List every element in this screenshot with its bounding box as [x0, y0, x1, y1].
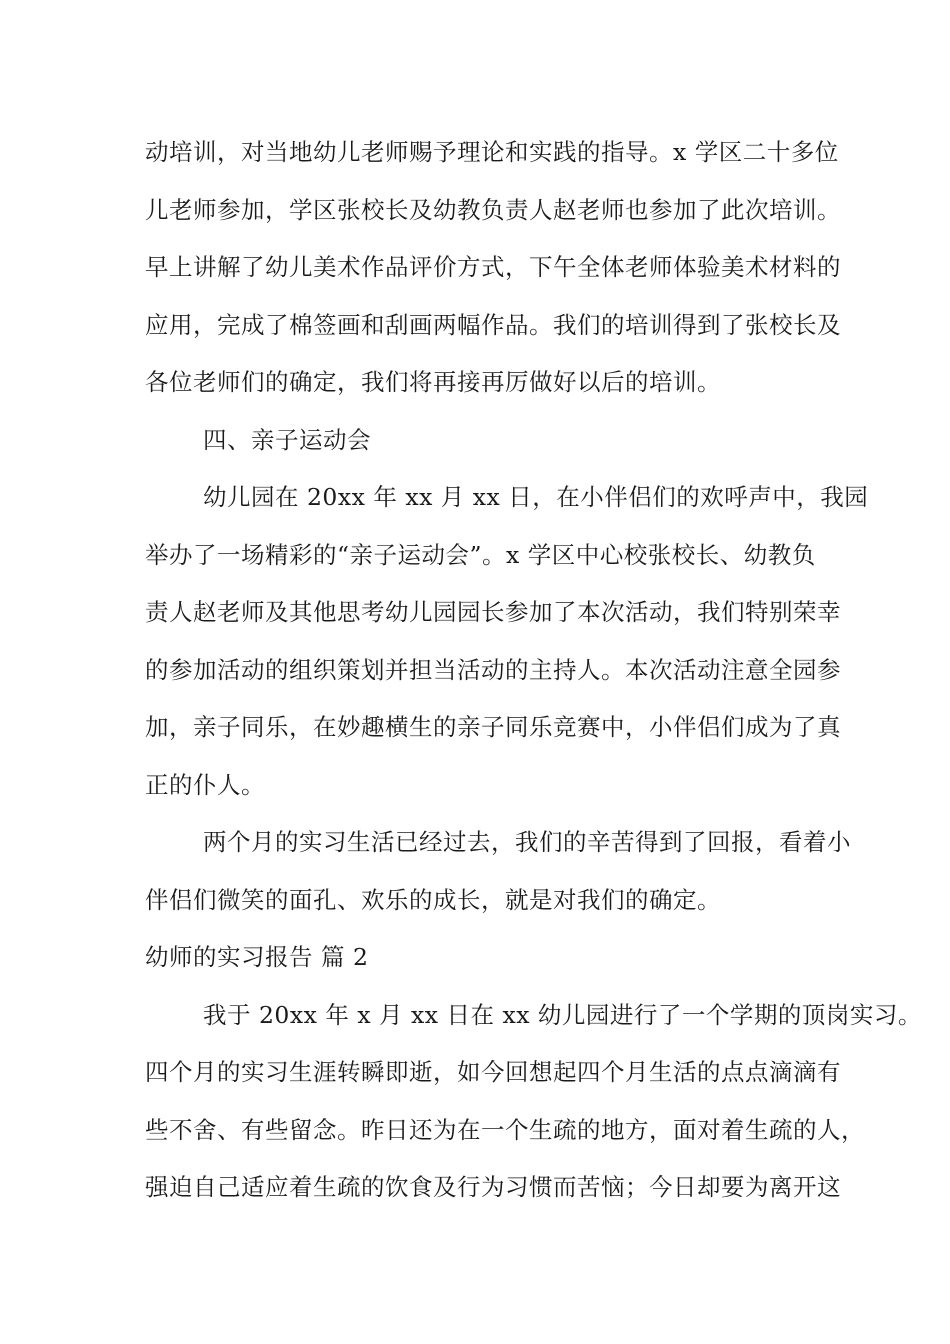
body-text-line: 我于 20xx 年 x 月 xx 日在 xx 幼儿园进行了一个学期的顶岗实习。	[203, 1001, 922, 1029]
body-text-line: 强迫自己适应着生疏的饮食及行为习惯而苦恼；今日却要为离开这	[145, 1173, 841, 1201]
report-title: 幼师的实习报告 篇 2	[145, 943, 369, 971]
body-text-line: 各位老师们的确定，我们将再接再厉做好以后的培训。	[145, 368, 721, 396]
body-text-line: 举办了一场精彩的“亲子运动会”。x 学区中心校张校长、幼教负	[145, 541, 816, 569]
body-text-line: 儿老师参加，学区张校长及幼教负责人赵老师也参加了此次培训。	[145, 196, 841, 224]
body-text-line: 动培训，对当地幼儿老师赐予理论和实践的指导。x 学区二十多位	[145, 138, 839, 166]
body-text-line: 加，亲子同乐，在妙趣横生的亲子同乐竞赛中，小伴侣们成为了真	[145, 713, 841, 741]
body-text-line: 责人赵老师及其他思考幼儿园园长参加了本次活动，我们特别荣幸	[145, 598, 841, 626]
body-text-line: 四个月的实习生涯转瞬即逝，如今回想起四个月生活的点点滴滴有	[145, 1058, 841, 1086]
body-text-line: 伴侣们微笑的面孔、欢乐的成长，就是对我们的确定。	[145, 886, 721, 914]
body-text-line: 应用，完成了棉签画和刮画两幅作品。我们的培训得到了张校长及	[145, 311, 841, 339]
body-text-line: 早上讲解了幼儿美术作品评价方式，下午全体老师体验美术材料的	[145, 253, 841, 281]
body-text-line: 正的仆人。	[145, 771, 265, 799]
body-text-line: 两个月的实习生活已经过去，我们的辛苦得到了回报，看着小	[203, 828, 851, 856]
body-text-line: 些不舍、有些留念。昨日还为在一个生疏的地方，面对着生疏的人，	[145, 1116, 865, 1144]
section-heading: 四、亲子运动会	[203, 426, 371, 454]
body-text-line: 幼儿园在 20xx 年 xx 月 xx 日，在小伴侣们的欢呼声中，我园	[203, 483, 869, 511]
body-text-line: 的参加活动的组织策划并担当活动的主持人。本次活动注意全园参	[145, 656, 841, 684]
